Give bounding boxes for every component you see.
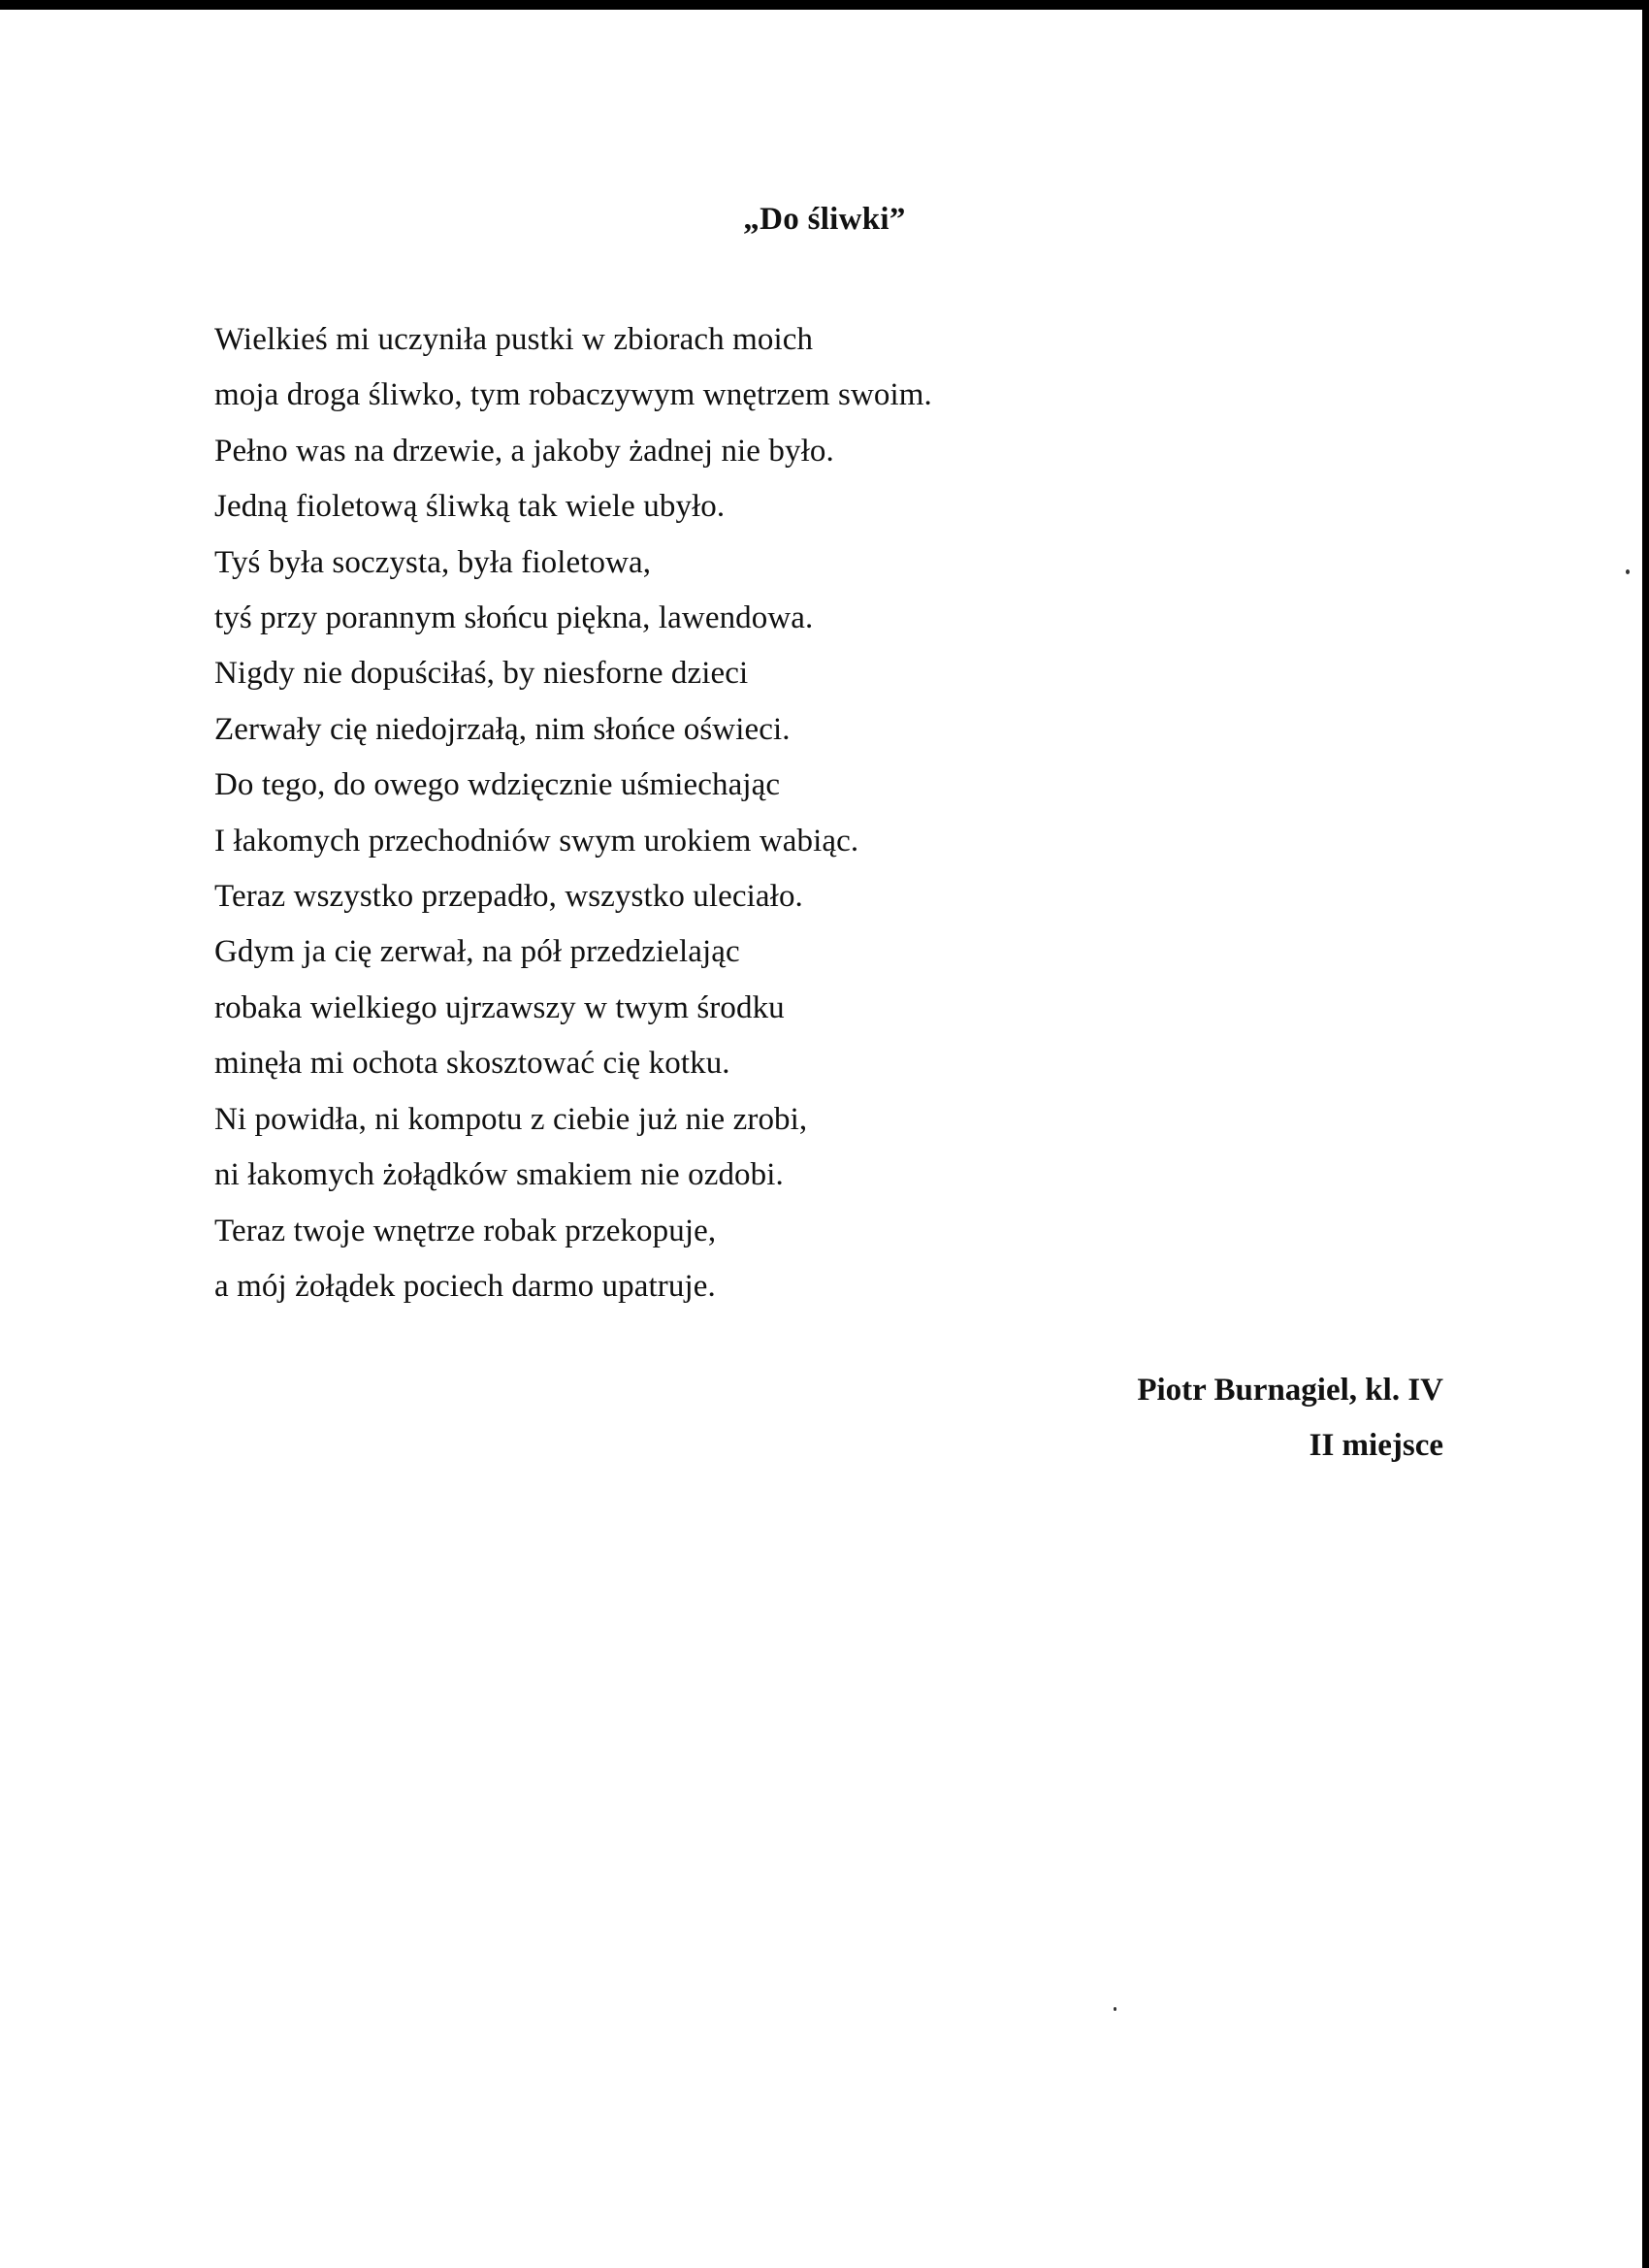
scan-edge-top [0, 0, 1649, 10]
poem-line: ni łakomych żołądków smakiem nie ozdobi. [214, 1157, 784, 1193]
scan-speck [1626, 569, 1630, 574]
scan-speck [1114, 2007, 1116, 2011]
poem-line: Jedną fioletową śliwką tak wiele ubyło. [214, 489, 726, 525]
poem-title: „Do śliwki” [743, 202, 906, 237]
signature-block [1137, 1363, 1443, 1474]
poem-line: Teraz twoje wnętrze robak przekopuje, [214, 1213, 717, 1248]
poem-body [214, 312, 932, 1314]
scan-edge-right [1642, 0, 1649, 2268]
poem-line: I łakomych przechodniów swym urokiem wabiąc. [214, 823, 859, 859]
poem-line: minęła mi ochota skosztować cię kotku. [214, 1046, 730, 1082]
poem-line: Pełno was na drzewie, a jakoby żadnej nie było. [214, 433, 834, 469]
poem-line: moja droga śliwko, tym robaczywym wnętrzem swoim. [214, 377, 932, 413]
poem-line: Tyś była soczysta, była fioletowa, [214, 544, 652, 580]
poem-line: Zerwały cię niedojrzałą, nim słońce oświeci. [214, 711, 791, 747]
author-line: Piotr Burnagiel, kl. IV [1137, 1373, 1443, 1408]
poem-line: Do tego, do owego wdzięcznie uśmiechając [214, 767, 781, 803]
poem-line: Wielkieś mi uczyniła pustki w zbiorach moich [214, 322, 814, 357]
poem-line: tyś przy porannym słońcu piękna, lawendowa. [214, 600, 814, 636]
poem-line: Nigdy nie dopuściłaś, by niesforne dzieci [214, 656, 749, 692]
poem-line: Gdym ja cię zerwał, na pół przedzielając [214, 934, 740, 970]
poem-line: robaka wielkiego ujrzawszy w twym środku [214, 989, 785, 1025]
place-line: II miejsce [1309, 1428, 1443, 1463]
poem-line: Teraz wszystko przepadło, wszystko uleciało. [214, 879, 803, 915]
poem-line: Ni powidła, ni kompotu z ciebie już nie zrobi, [214, 1101, 808, 1137]
poem-line: a mój żołądek pociech darmo upatruje. [214, 1268, 716, 1304]
